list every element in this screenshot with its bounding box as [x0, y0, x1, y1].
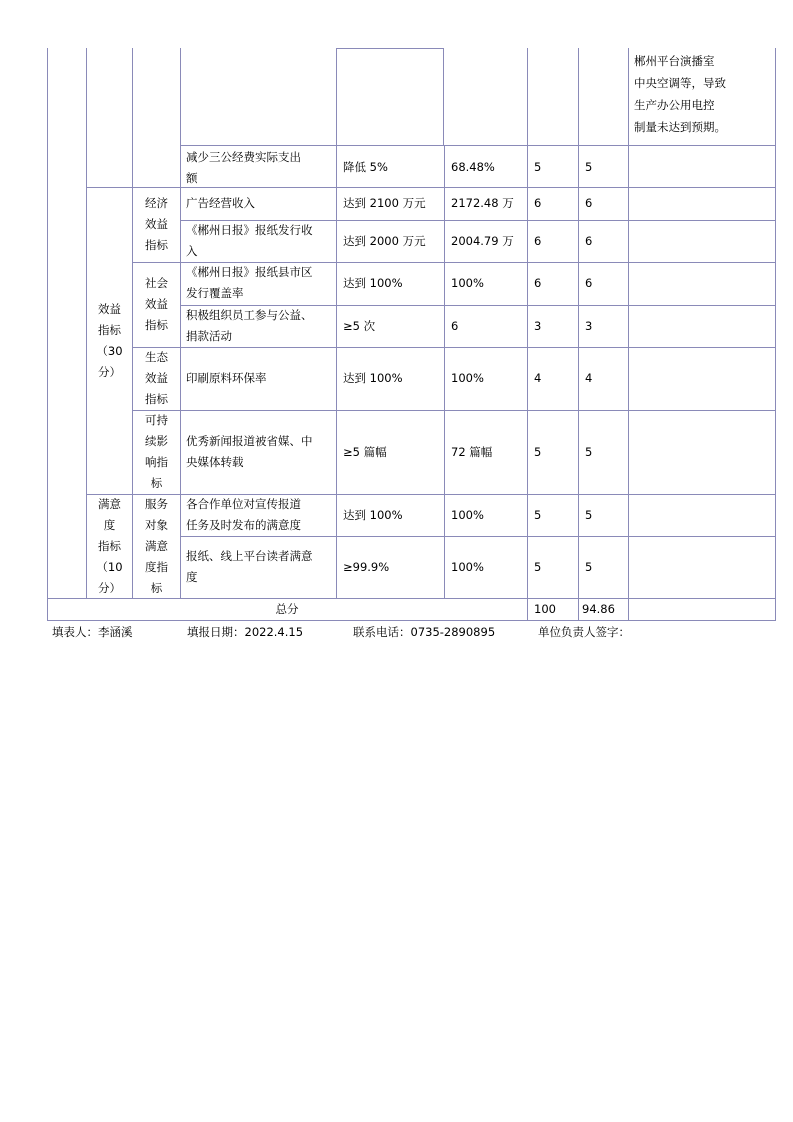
actual-cell: 100% — [451, 276, 484, 290]
indicator-cell: 减少三公经费实际支出 额 — [186, 150, 301, 185]
score-cell: 5 — [585, 559, 593, 574]
weight-cell: 6 — [534, 196, 542, 210]
score-cell: 3 — [585, 318, 593, 333]
target-cell: 达到 100% — [343, 276, 403, 290]
weight-cell: 5 — [534, 507, 542, 522]
weight-cell: 5 — [534, 444, 542, 459]
score-cell: 4 — [585, 371, 593, 385]
indicator-cell: 《郴州日报》报纸发行收 入 — [186, 223, 313, 258]
indicator-cell: 印刷原料环保率 — [186, 371, 267, 385]
score-cell: 6 — [585, 233, 593, 248]
weight-cell: 6 — [534, 276, 542, 290]
date-label: 填报日期：2022.4.15 — [187, 625, 304, 639]
subcategory-social: 社会 效益 指标 — [145, 276, 168, 332]
weight-cell: 5 — [534, 159, 542, 174]
note-line: 生产办公用电控 — [634, 98, 715, 112]
score-cell: 5 — [585, 507, 593, 522]
target-cell: 达到 100% — [343, 371, 403, 385]
table-rule — [180, 145, 776, 146]
score-cell: 5 — [585, 159, 593, 174]
target-cell: 降低 5% — [343, 159, 388, 174]
subcategory-ecological: 生态 效益 指标 — [145, 350, 168, 406]
score-cell: 6 — [585, 196, 593, 210]
note-cell — [634, 50, 774, 138]
indicator-cell: 《郴州日报》报纸县市区 发行覆盖率 — [186, 265, 313, 300]
weight-cell: 5 — [534, 559, 542, 574]
note-line: 制量未达到预期。 — [634, 120, 726, 134]
target-cell: 达到 100% — [343, 507, 403, 522]
actual-cell: 2004.79 万 — [451, 233, 514, 248]
table-rule — [336, 48, 444, 49]
weight-cell: 3 — [534, 318, 542, 333]
note-line: 郴州平台演播室 — [634, 54, 715, 68]
actual-cell: 68.48% — [451, 159, 495, 174]
filler-label: 填表人：李涵溪 — [52, 625, 133, 639]
actual-cell: 100% — [451, 371, 484, 385]
category-benefit: 效益 指标 （30 分） — [96, 301, 123, 379]
score-cell: 6 — [585, 276, 593, 290]
total-weight: 100 — [534, 601, 556, 616]
total-label: 总分 — [275, 601, 299, 616]
target-cell: 达到 2100 万元 — [343, 196, 426, 210]
subcategory-economic: 经济 效益 指标 — [145, 196, 168, 252]
table-rule — [336, 48, 337, 599]
target-cell: ≥5 次 — [343, 318, 376, 333]
category-satisfaction: 满意 度 指标 （10 分） — [96, 496, 123, 595]
score-cell: 5 — [585, 444, 593, 459]
actual-cell: 72 篇幅 — [451, 444, 493, 459]
actual-cell: 100% — [451, 507, 484, 522]
actual-cell: 100% — [451, 559, 484, 574]
subcategory-satisfaction: 服务 对象 满意 度指 标 — [145, 496, 168, 595]
target-cell: ≥99.9% — [343, 559, 390, 574]
indicator-cell: 广告经营收入 — [186, 196, 255, 210]
indicator-cell: 报纸、线上平台读者满意 度 — [186, 549, 313, 584]
actual-cell: 2172.48 万 — [451, 196, 514, 210]
note-line: 中央空调等，导致 — [634, 76, 726, 90]
actual-cell: 6 — [451, 318, 459, 333]
table-rule — [47, 620, 776, 621]
target-cell: ≥5 篇幅 — [343, 444, 387, 459]
indicator-cell: 优秀新闻报道被省媒、中 央媒体转载 — [186, 434, 313, 469]
table-rule — [444, 145, 445, 599]
total-score: 94.86 — [582, 601, 615, 616]
phone-label: 联系电话：0735-2890895 — [353, 625, 496, 639]
table-rule — [443, 48, 444, 146]
indicator-cell: 各合作单位对宣传报道 任务及时发布的满意度 — [186, 497, 301, 532]
table-rule — [180, 48, 181, 599]
weight-cell: 4 — [534, 371, 542, 385]
signer-label: 单位负责人签字： — [538, 625, 630, 639]
indicator-cell: 积极组织员工参与公益、 捐款活动 — [186, 308, 313, 343]
weight-cell: 6 — [534, 233, 542, 248]
table-rule — [47, 48, 48, 621]
target-cell: 达到 2000 万元 — [343, 233, 426, 248]
subcategory-sustainability: 可持 续影 响指 标 — [145, 413, 168, 490]
